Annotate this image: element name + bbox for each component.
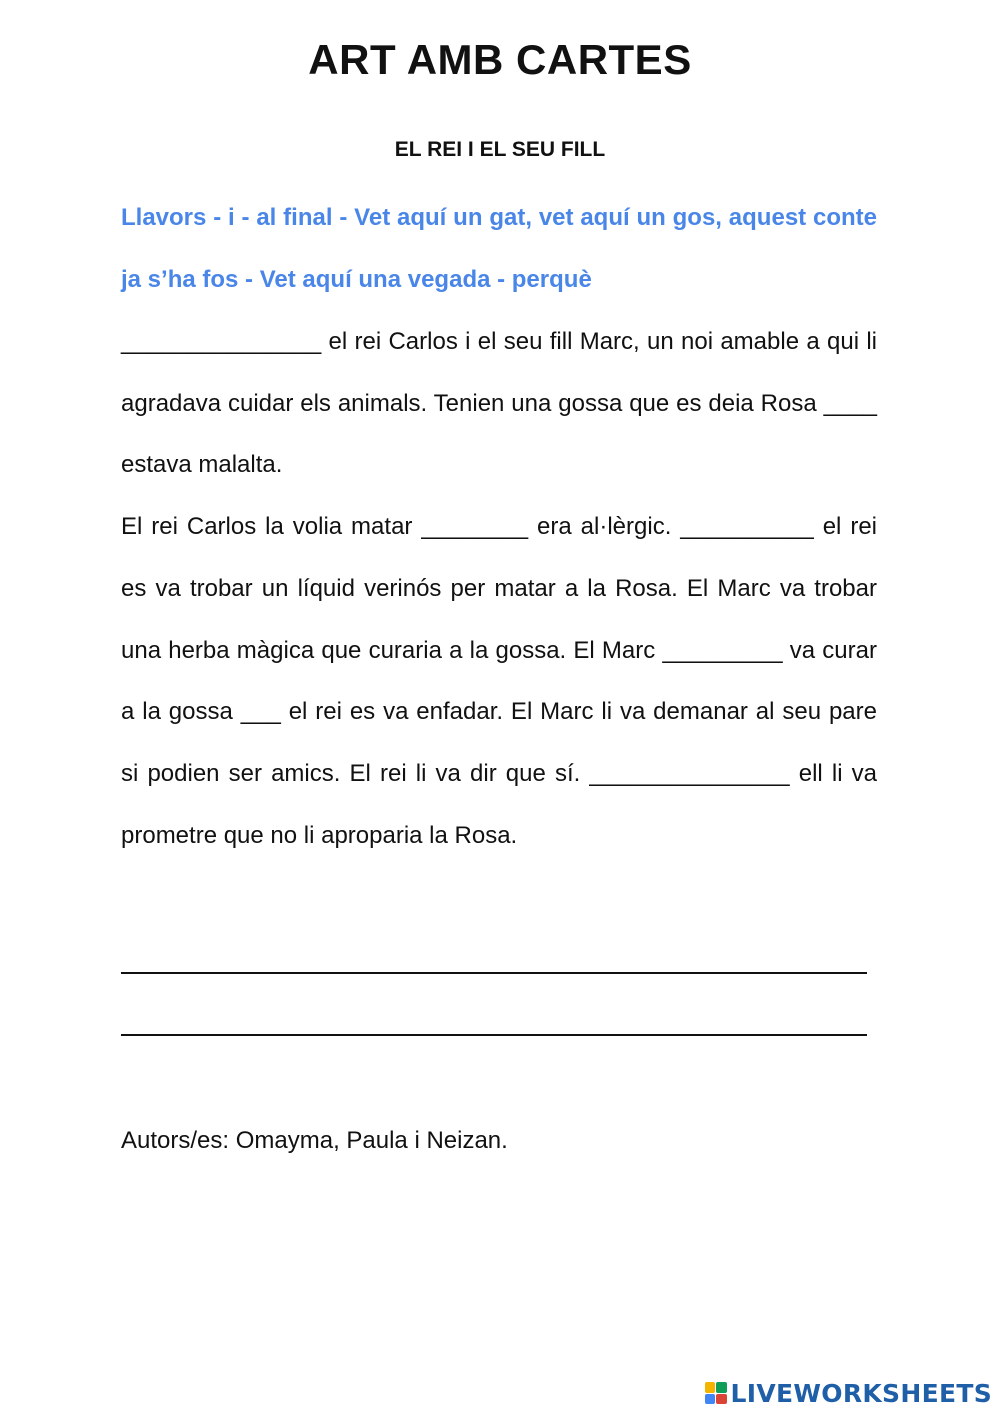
story-subtitle: EL REI I EL SEU FILL: [394, 138, 606, 161]
blank-3[interactable]: ________: [421, 513, 529, 541]
blank-1[interactable]: _______________: [121, 328, 322, 355]
answer-line-2[interactable]: [121, 1034, 867, 1036]
authors-credit: Autors/es: Omayma, Paula i Neizan.: [121, 1127, 508, 1154]
blank-5[interactable]: _________: [662, 636, 783, 664]
story-text-segment: el rei Carlos i el seu fill Marc, un noi amable a qui li agradava cuidar els animals. Tenien una gossa que es deia Rosa: [121, 328, 877, 417]
logo-square: [716, 1394, 727, 1405]
liveworksheets-brand: [705, 1376, 992, 1410]
brand-wordmark: LIVEWORKSHEETS: [730, 1378, 992, 1408]
blank-7[interactable]: _______________: [589, 759, 790, 787]
blank-2[interactable]: ____: [823, 389, 877, 417]
story-text-segment: El rei Carlos la volia matar: [121, 513, 422, 541]
story-text-segment: el rei es va enfadar. El Marc li va demanar al seu pare si podien ser amics. El rei li va dir que sí.: [121, 698, 877, 787]
logo-square: [705, 1394, 716, 1405]
liveworksheets-logo-icon: [705, 1382, 727, 1404]
story-text-segment: estava malalta.: [121, 451, 283, 479]
story-paragraph-1: [121, 311, 877, 496]
word-bank: Llavors - i - al final - Vet aquí un gat, vet aquí un gos, aquest conte ja s’ha fos - Vet aquí una vegada - perquè: [121, 204, 877, 293]
story-text-segment: el rei es va trobar un líquid verinós per matar a la Rosa. El Marc va trobar una herba màgica que curaria a la gossa. El Marc: [121, 513, 877, 664]
story-text-segment: era al·lèrgic.: [528, 513, 681, 541]
story-text: [121, 311, 877, 866]
answer-line-1[interactable]: [121, 972, 867, 974]
logo-square: [716, 1382, 727, 1393]
document-title: ART AMB CARTES: [308, 36, 692, 83]
story-text-segment: ell li va prometre que no li aproparia la Rosa.: [121, 759, 877, 849]
blank-4[interactable]: __________: [680, 513, 814, 541]
story-paragraph-2: [121, 496, 877, 866]
logo-square: [705, 1382, 716, 1393]
blank-6[interactable]: ___: [240, 698, 281, 726]
story-text-segment: va curar a la gossa: [121, 636, 877, 726]
